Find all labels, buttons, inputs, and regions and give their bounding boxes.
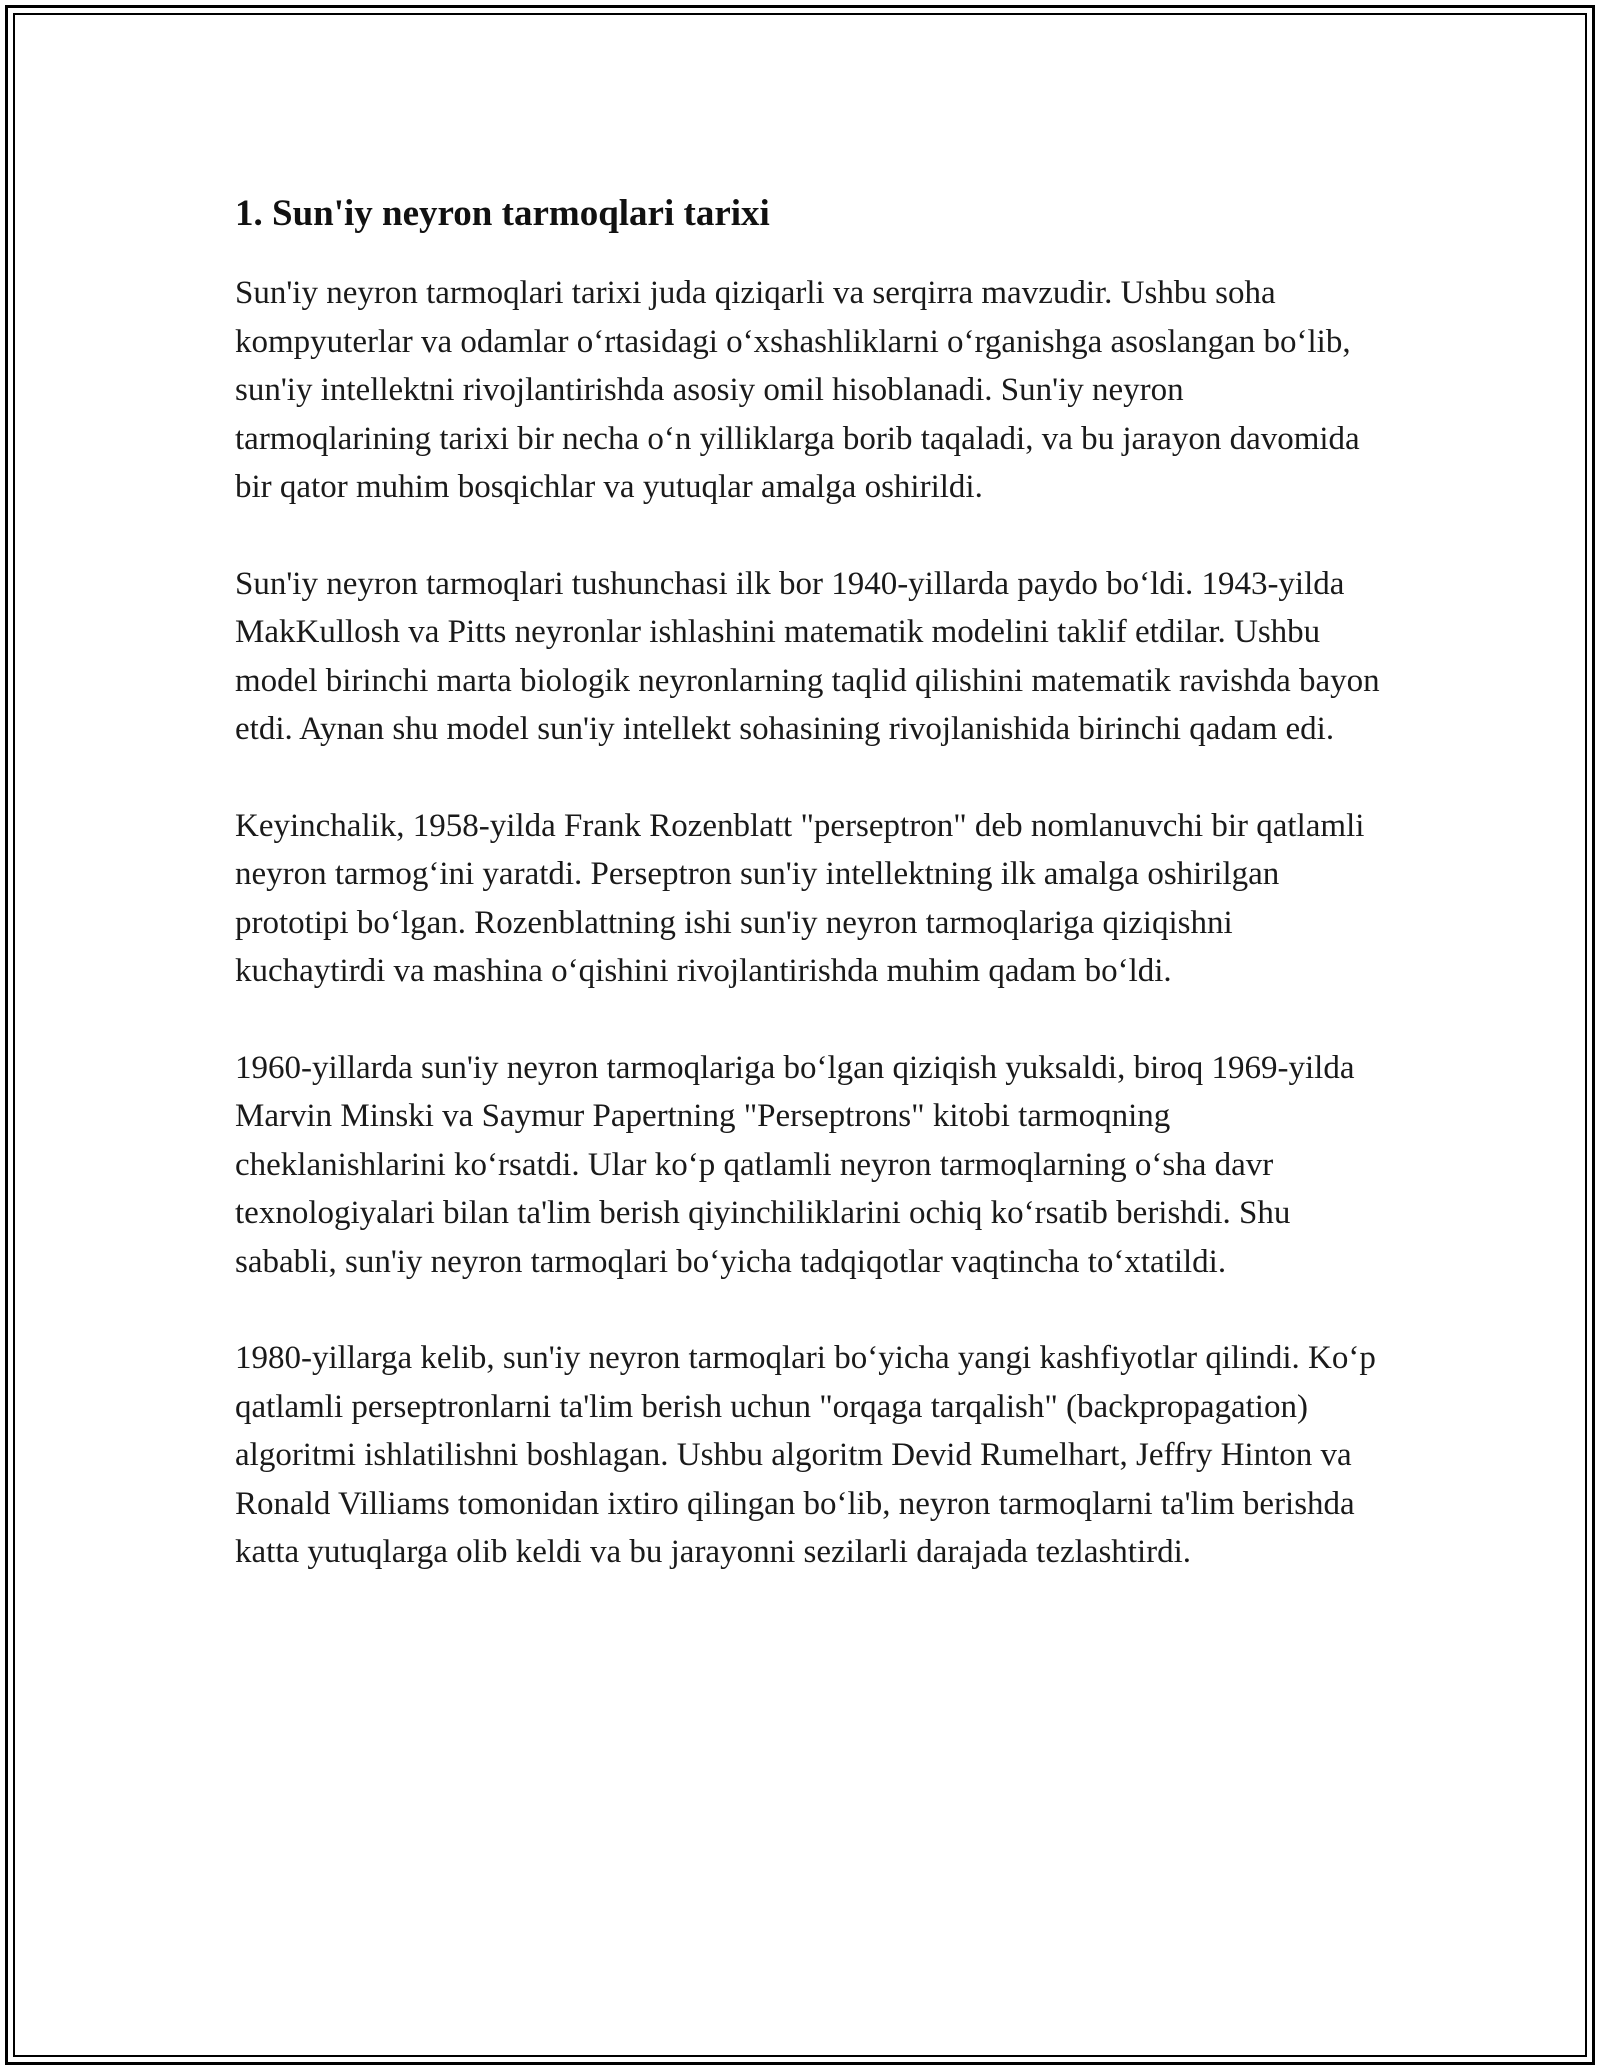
paragraph-perceptron: Keyinchalik, 1958-yilda Frank Rozenblatt "perseptron" deb nomlanuvchi bir qatlamli neyron tarmog‘ini yaratdi. Perseptron sun'iy intellektning ilk amalga oshirilgan prototipi bo‘lgan. Rozenblattning ishi sun'iy neyron tarmoqlariga qiziqishni kuchaytirdi va mashina o‘qishini rivojlantirishda muhim qadam bo‘ldi. [235,807,1365,989]
document-body [235,185,1385,1625]
section-title: 1. Sun'iy neyron tarmoqlari tarixi [235,193,770,234]
paragraph-1960s: 1960-yillarda sun'iy neyron tarmoqlariga bo‘lgan qiziqish yuksaldi, biroq 1969-yilda Marvin Minski va Saymur Papertning "Perseptrons" kitobi tarmoqning cheklanishlarini ko‘rsatdi. Ular ko‘p qatlamli neyron tarmoqlarning o‘sha davr texnologiyalari bilan ta'lim berish qiyinchiliklarini ochiq ko‘rsatib berishdi. Shu sababli, sun'iy neyron tarmoqlari bo‘yicha tadqiqotlar vaqtincha to‘xtatildi. [235,1049,1355,1280]
paragraph-intro: Sun'iy neyron tarmoqlari tarixi juda qiziqarli va serqirra mavzudir. Ushbu soha kompyuterlar va odamlar o‘rtasidagi o‘xshashliklarni o‘rganishga asoslangan bo‘lib, sun'iy intellektni rivojlantirishda asosiy omil hisoblanadi. Sun'iy neyron tarmoqlarining tarixi bir necha o‘n yilliklarga borib taqaladi, va bu jarayon davomida bir qator muhim bosqichlar va yutuqlar amalga oshirildi. [235,275,1360,505]
paragraph-1940s: Sun'iy neyron tarmoqlari tushunchasi ilk bor 1940-yillarda paydo bo‘ldi. 1943-yilda MakKullosh va Pitts neyronlar ishlashini matematik modelini taklif etdilar. Ushbu model birinchi marta biologik neyronlarning taqlid qilishini matematik ravishda bayon etdi. Aynan shu model sun'iy intellekt sohasining rivojlanishida birinchi qadam edi. [235,565,1380,747]
paragraph-1980s: 1980-yillarga kelib, sun'iy neyron tarmoqlari bo‘yicha yangi kashfiyotlar qilindi. Ko‘p qatlamli perseptronlarni ta'lim berish uchun "orqaga tarqalish" (backpropagation) algoritmi ishlatilishni boshlagan. Ushbu algoritm Devid Rumelhart, Jeffry Hinton va Ronald Villiams tomonidan ixtiro qilingan bo‘lib, neyron tarmoqlarni ta'lim berishda katta yutuqlarga olib keldi va bu jarayonni sezilarli darajada tezlashtirdi. [235,1340,1376,1570]
